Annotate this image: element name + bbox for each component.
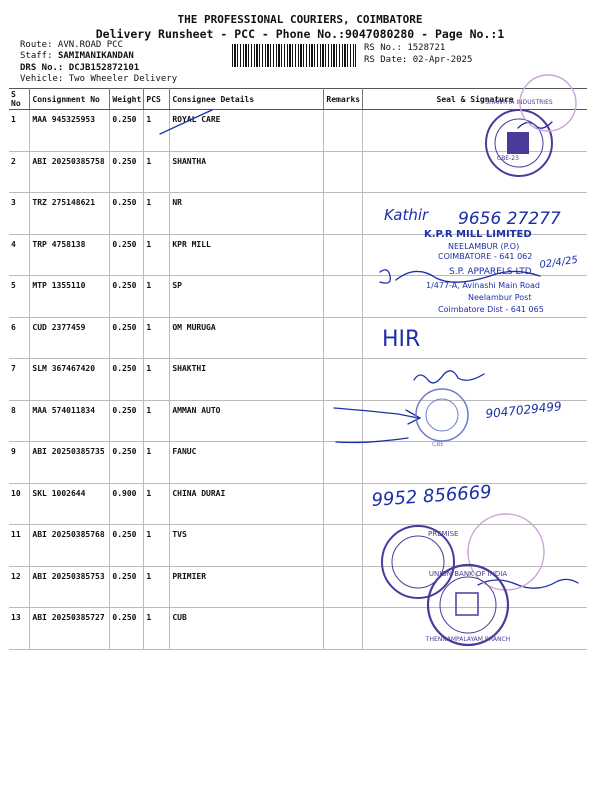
row-sno: 6 (9, 317, 30, 359)
row-weight: 0.250 (110, 525, 144, 567)
runsheet-table (9, 88, 587, 650)
row-pcs: 1 (144, 234, 170, 276)
row-consignment-no: ABI 20250385735 (30, 442, 110, 484)
table-row (9, 317, 587, 359)
handwritten-phone-10: 9952 856669 (370, 481, 493, 511)
row-sno: 8 (9, 400, 30, 442)
row-pcs: 1 (144, 193, 170, 235)
seal-union-bank-text: UNION BANK OF INDIA (428, 570, 508, 578)
table-row (9, 234, 587, 276)
row-pcs: 1 (144, 400, 170, 442)
row-consignment-no: ABI 20250385753 (30, 566, 110, 608)
row-consignee: NR (170, 193, 324, 235)
row-consignment-no: ABI 20250385758 (30, 151, 110, 193)
row-consignee: SHAKTHI (170, 359, 324, 401)
row-weight: 0.250 (110, 110, 144, 152)
sp-stamp-addr1: 1/477-A, Avinashi Main Road (426, 281, 540, 290)
row-pcs: 1 (144, 608, 170, 650)
row-pcs: 1 (144, 359, 170, 401)
rs-number: RS No.: 1528721 (364, 43, 446, 53)
seal-union-bank-sub: THENNAMPALAYAM BRANCH (425, 636, 511, 643)
row-remarks (324, 276, 363, 318)
row-consignee: SHANTHA (170, 151, 324, 193)
row-remarks (324, 317, 363, 359)
row-consignment-no: TRP 4758138 (30, 234, 110, 276)
row-pcs: 1 (144, 276, 170, 318)
row-consignee: CUB (170, 608, 324, 650)
staff-label: Staff: (20, 51, 53, 61)
table-header-row (9, 89, 587, 110)
row-weight: 0.250 (110, 566, 144, 608)
row-sno: 3 (9, 193, 30, 235)
company-title: THE PROFESSIONAL COURIERS, COIMBATORE (177, 13, 423, 26)
row-remarks (324, 110, 363, 152)
row-remarks (324, 359, 363, 401)
kpr-stamp-addr1: NEELAMBUR (P.O) (448, 242, 520, 251)
row-consignee: TVS (170, 525, 324, 567)
row-sno: 9 (9, 442, 30, 484)
row-consignee: KPR MILL (170, 234, 324, 276)
row-weight: 0.250 (110, 400, 144, 442)
row-signature (363, 193, 587, 235)
table-row (9, 525, 587, 567)
row-remarks (324, 566, 363, 608)
staff-value: SAMIMANIKANDAN (57, 51, 134, 61)
handwritten-hir: HIR (382, 327, 421, 352)
row-weight: 0.250 (110, 193, 144, 235)
barcode (232, 44, 356, 67)
kpr-stamp-name: K.P.R MILL LIMITED (424, 229, 532, 240)
row-sno: 13 (9, 608, 30, 650)
col-header-consignment: Consignment No (30, 89, 110, 110)
row-weight: 0.250 (110, 442, 144, 484)
col-header-remarks: Remarks (324, 89, 363, 110)
rs-date: RS Date: 02-Apr-2025 (364, 55, 473, 65)
row-consignee: ROYAL CARE (170, 110, 324, 152)
drs-value: DCJB152872101 (68, 63, 140, 73)
row-signature (363, 483, 587, 525)
row-signature (363, 110, 587, 152)
row-weight: 0.250 (110, 359, 144, 401)
row-pcs: 1 (144, 110, 170, 152)
row-consignment-no: CUD 2377459 (30, 317, 110, 359)
col-header-sno: S No (9, 89, 30, 110)
row-signature (363, 566, 587, 608)
table-row (9, 110, 587, 152)
row-sno: 11 (9, 525, 30, 567)
sp-stamp-name: S.P. APPARELS LTD. (449, 267, 535, 277)
row-signature (363, 234, 587, 276)
row-pcs: 1 (144, 151, 170, 193)
handwritten-phone-8: 9047029499 (484, 399, 563, 421)
col-header-signature: Seal & Signature (363, 89, 587, 110)
row-remarks (324, 525, 363, 567)
route-text: Route: AVN.ROAD PCC (20, 40, 123, 50)
drs-label: DRS No.: (20, 63, 64, 73)
seal-shantha-text: SHANTHA INDUSTRIES (485, 99, 553, 106)
row-weight: 0.250 (110, 276, 144, 318)
runsheet-subtitle: Delivery Runsheet - PCC - Phone No.:9047080280 - Page No.:1 (95, 27, 505, 41)
row-pcs: 1 (144, 442, 170, 484)
table-row (9, 151, 587, 193)
table-row (9, 483, 587, 525)
row-signature (363, 151, 587, 193)
row-consignment-no: MTP 1355110 (30, 276, 110, 318)
row-signature (363, 608, 587, 650)
drs-line (20, 63, 139, 73)
row-sno: 4 (9, 234, 30, 276)
row-weight: 0.250 (110, 151, 144, 193)
row-weight: 0.900 (110, 483, 144, 525)
row-sno: 5 (9, 276, 30, 318)
row-remarks (324, 234, 363, 276)
seal-row-8-text: CBE (432, 441, 445, 448)
row-signature (363, 276, 587, 318)
row-pcs: 1 (144, 566, 170, 608)
sp-stamp-addr3: Coimbatore Dist - 641 065 (438, 305, 544, 314)
table-row (9, 566, 587, 608)
col-header-consignee: Consignee Details (170, 89, 324, 110)
table-row (9, 359, 587, 401)
row-sno: 7 (9, 359, 30, 401)
row-consignee: OM MURUGA (170, 317, 324, 359)
row-weight: 0.250 (110, 608, 144, 650)
table-row (9, 442, 587, 484)
row-pcs: 1 (144, 525, 170, 567)
table-row (9, 608, 587, 650)
row-signature (363, 400, 587, 442)
row-signature (363, 442, 587, 484)
row-consignee: PRIMIER (170, 566, 324, 608)
row-consignee: AMMAN AUTO (170, 400, 324, 442)
handwritten-phone-kathir: 9656 27277 (458, 209, 561, 229)
row-consignee: CHINA DURAI (170, 483, 324, 525)
row-consignment-no: SLM 367467420 (30, 359, 110, 401)
row-consignment-no: MAA 574011834 (30, 400, 110, 442)
row-consignee: FANUC (170, 442, 324, 484)
row-consignment-no: SKL 1002644 (30, 483, 110, 525)
row-consignment-no: ABI 20250385727 (30, 608, 110, 650)
row-pcs: 1 (144, 483, 170, 525)
row-consignment-no: ABI 20250385768 (30, 525, 110, 567)
row-remarks (324, 608, 363, 650)
row-signature (363, 525, 587, 567)
row-sno: 10 (9, 483, 30, 525)
row-consignment-no: MAA 945325953 (30, 110, 110, 152)
row-consignment-no: TRZ 275148621 (30, 193, 110, 235)
table-row (9, 400, 587, 442)
row-signature (363, 359, 587, 401)
handwritten-date: 02/4/25 (538, 254, 579, 271)
sp-stamp-addr2: Neelambur Post (468, 293, 532, 302)
col-header-weight: Weight (110, 89, 144, 110)
table-row (9, 276, 587, 318)
staff-line (20, 51, 134, 61)
seal-premise-text: PREMISE (428, 530, 459, 538)
row-remarks (324, 193, 363, 235)
row-remarks (324, 151, 363, 193)
row-signature (363, 317, 587, 359)
vehicle-text: Vehicle: Two Wheeler Delivery (20, 74, 178, 84)
row-sno: 1 (9, 110, 30, 152)
row-pcs: 1 (144, 317, 170, 359)
col-header-pcs: PCS (144, 89, 170, 110)
row-remarks (324, 442, 363, 484)
row-sno: 12 (9, 566, 30, 608)
row-sno: 2 (9, 151, 30, 193)
table-row (9, 193, 587, 235)
row-weight: 0.250 (110, 234, 144, 276)
row-remarks (324, 483, 363, 525)
seal-shantha-sub: CBE-23 (497, 155, 519, 162)
row-remarks (324, 400, 363, 442)
handwritten-kathir: Kathir (384, 206, 429, 224)
row-weight: 0.250 (110, 317, 144, 359)
row-consignee: SP (170, 276, 324, 318)
kpr-stamp-addr2: COIMBATORE - 641 062 (438, 252, 533, 261)
